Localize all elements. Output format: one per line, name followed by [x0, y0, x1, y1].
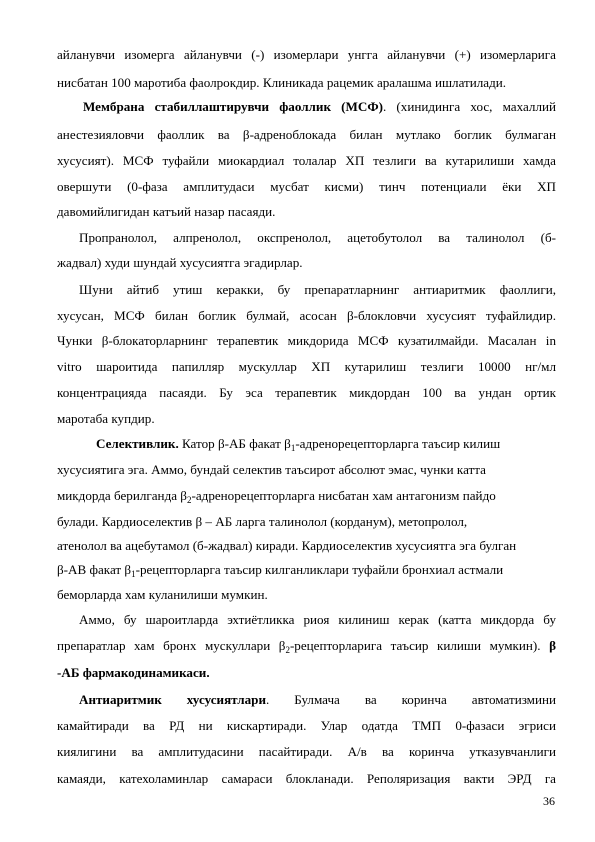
subscript: 1	[290, 443, 296, 453]
text-line	[96, 434, 556, 453]
text-line	[57, 202, 556, 221]
text-run: нисбатан 100 маротиба фаолрокдир. Клиникада рацемик аралашма ишлатилади.	[57, 75, 507, 90]
text-run: хусусиятига эга. Аммо, бундай селектив таъсирот абсолют эмас, чунки катта	[57, 462, 486, 477]
text-run: . (хинидинга хос, махаллий	[382, 99, 556, 114]
text-run: киялигини ва амплитудасини пасайтиради. А/в ва коринча утказувчанлиги	[57, 744, 556, 759]
text-run: -адренорецепторларга таъсир килиш	[295, 436, 501, 451]
bold-text: Селективлик.	[96, 436, 179, 451]
text-run: овершути (0-фаза амплитудаси мусбат кисми) тинч потенциали ёки ХП	[57, 179, 556, 194]
text-run: концентрацияда пасаяди. Бу эса терапевтик микдордан 100 ва ундан ортик	[57, 385, 556, 400]
text-line	[57, 45, 556, 64]
text-line	[83, 97, 556, 116]
text-run: -рецепторларга таъсир килганликлари туфайли бронхиал астмали	[135, 562, 504, 577]
text-line	[57, 357, 556, 376]
text-line	[57, 151, 556, 170]
text-run: камаяди, катехоламинлар самараси блокланади. Реполяризация вакти ЭРД га	[57, 771, 556, 786]
text-run: беморларда хам куланилиши мумкин.	[57, 587, 268, 602]
text-run: камайтиради ва РД ни кискартиради. Улар одатда ТМП 0-фазаси эгриси	[57, 718, 556, 733]
bold-text: -АБ фармакодинамикаси.	[57, 665, 210, 680]
text-line	[57, 331, 556, 350]
page-number: 36	[543, 794, 555, 808]
subscript: 2	[186, 495, 192, 505]
text-run: хусусан, МСФ билан боглик булмай, асосан β-блокловчи хусусият туфайлидир.	[57, 308, 556, 323]
text-run: давомийлигидан катъий назар пасаяди.	[57, 204, 276, 219]
text-line	[57, 663, 556, 682]
text-line	[57, 177, 556, 196]
text-run: vitro шароитида папилляр мускуллар ХП кутарилиш тезлиги 10000 нг/мл	[57, 359, 556, 374]
text-line	[79, 280, 556, 299]
text-run: маротаба купдир.	[57, 411, 155, 426]
text-run: айланувчи изомерга айланувчи (-) изомерлари унгга айланувчи (+) изомерларига	[57, 47, 556, 62]
text-line	[57, 486, 556, 505]
text-line	[57, 512, 556, 531]
text-line	[57, 716, 556, 735]
text-line	[57, 383, 556, 402]
text-run: препаратлар хам бронх мускуллари β	[57, 638, 286, 653]
bold-text: Антиаритмик хусусиятлари	[79, 692, 267, 707]
subscript: 1	[131, 569, 136, 579]
text-line	[57, 536, 556, 555]
text-run: Аммо, бу шароитларда эхтиётликка риоя килиниш керак (катта микдорда бу	[79, 612, 556, 627]
text-run: атенолол ва ацебутамол (б-жадвал) киради. Кардиоселектив хусусиятга эга булган	[57, 538, 517, 553]
text-line	[57, 636, 556, 655]
text-run: жадвал) худи шундай хусусиятга эгадирлар.	[57, 255, 303, 270]
text-run: Чунки β-блокаторларнинг терапевтик микдорида МСФ кузатилмайди. Масалан in	[57, 333, 556, 348]
text-run: микдорда берилганда β	[57, 488, 187, 503]
subscript: 2	[285, 645, 290, 655]
text-line	[57, 253, 556, 272]
text-line	[57, 742, 556, 761]
text-run: булади. Кардиоселектив β – АБ ларга талинолол (корданум), метопролол,	[57, 514, 468, 529]
text-run: анестезияловчи фаоллик ва β-адреноблокада билан мутлако боглик булмаган	[57, 127, 556, 142]
text-line	[57, 73, 556, 92]
text-run: Шуни айтиб утиш керакки, бу препаратларнинг антиаритмик фаоллиги,	[79, 282, 556, 297]
text-run: -рецепторларига таъсир килиши мумкин).	[289, 638, 550, 653]
text-line	[57, 769, 556, 788]
text-run: -адренорецепторларга нисбатан хам антагонизм пайдо	[191, 488, 496, 503]
text-run: Пропранолол, алпренолол, окспренолол, ацетобутолол ва талинолол (б-	[79, 230, 556, 245]
text-run: . Булмача ва коринча автоматизмини	[266, 692, 556, 707]
text-line	[79, 690, 556, 709]
text-line	[57, 306, 556, 325]
text-run: β-АВ факат β	[57, 562, 132, 577]
text-line	[57, 460, 556, 479]
text-line	[57, 125, 556, 144]
text-line	[57, 585, 556, 604]
bold-text: Мембрана стабиллаштирувчи фаоллик (МСФ)	[83, 99, 383, 114]
bold-text: β	[549, 638, 556, 653]
text-line	[57, 409, 556, 428]
text-line	[57, 560, 556, 579]
text-run: хусусият). МСФ туфайли миокардиал толалар ХП тезлиги ва кутарилиши хамда	[57, 153, 556, 168]
text-line	[79, 610, 556, 629]
text-run: Катор β-АБ факат β	[178, 436, 291, 451]
text-line	[79, 228, 556, 247]
